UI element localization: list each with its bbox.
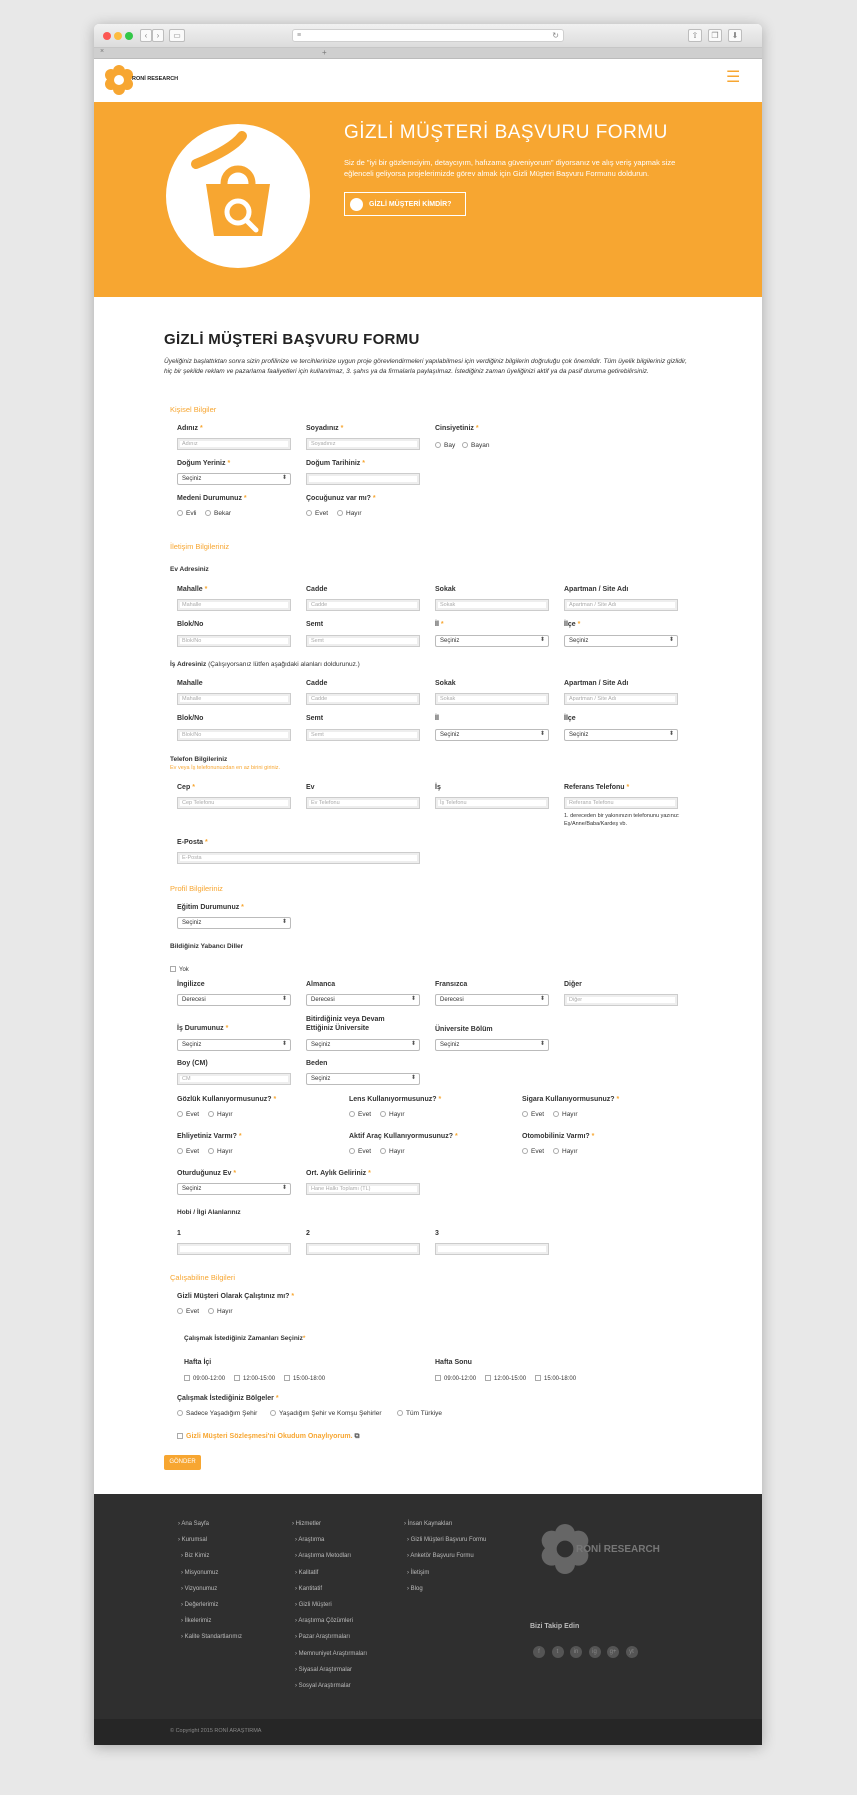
income-input[interactable]: Hane Halkı Toplamı (TL): [306, 1183, 420, 1195]
other-language-label: Diğer: [564, 981, 582, 988]
german-label: Almanca: [306, 981, 336, 988]
work-semt-label: Semt: [306, 715, 324, 722]
footer-link[interactable]: › Misyonumuz: [181, 1569, 219, 1576]
name-input[interactable]: Adınız: [177, 438, 291, 450]
lens-no-radio[interactable]: Hayır: [380, 1111, 405, 1118]
weekday-slot-3-checkbox[interactable]: 15:00-18:00: [284, 1375, 325, 1382]
weekend-slot-2-checkbox[interactable]: 12:00-15:00: [485, 1375, 526, 1382]
smoke-yes-radio[interactable]: Evet: [522, 1111, 544, 1118]
work-phone-input[interactable]: İş Telefonu: [435, 797, 549, 809]
footer-link[interactable]: › Araştırma Çözümleri: [295, 1618, 354, 1625]
gender-male-radio[interactable]: Bay: [435, 442, 455, 449]
work-ilce-select[interactable]: Seçiniz ⬍: [564, 729, 678, 741]
footer-link[interactable]: › Biz Kimiz: [181, 1553, 210, 1560]
footer-link[interactable]: › Kalitatif: [295, 1569, 319, 1576]
email-label: E-Posta *: [177, 839, 208, 846]
footer-link[interactable]: › Blog: [407, 1585, 423, 1592]
hamburger-menu-icon[interactable]: ☰: [726, 69, 741, 86]
footer-link[interactable]: › Kalite Standartlarımız: [181, 1634, 243, 1641]
license-no-radio[interactable]: Hayır: [208, 1148, 233, 1155]
footer-logo-text: RONİ RESEARCH: [576, 1544, 660, 1555]
weekend-slot-3-checkbox[interactable]: 15:00-18:00: [535, 1375, 576, 1382]
home-cadde-label: Cadde: [306, 586, 328, 593]
home-phone-label: Ev: [306, 784, 315, 791]
home-mahalle-label: Mahalle *: [177, 586, 208, 593]
reload-icon[interactable]: ↻: [552, 31, 559, 40]
glasses-no-radio[interactable]: Hayır: [208, 1111, 233, 1118]
new-tab-icon[interactable]: +: [322, 48, 327, 57]
footer-link[interactable]: › Kurumsal: [178, 1537, 208, 1544]
work-mahalle-input[interactable]: Mahalle: [177, 693, 291, 705]
size-select[interactable]: Seçiniz ⬍: [306, 1073, 420, 1085]
mobile-label: Cep *: [177, 784, 195, 791]
home-type-select[interactable]: Seçiniz ⬍: [177, 1183, 291, 1195]
hero-title: GİZLİ MÜŞTERİ BAŞVURU FORMU: [344, 122, 668, 143]
footer-link[interactable]: › İletişim: [407, 1569, 430, 1576]
footer-link[interactable]: › Araştırma Metodları: [295, 1553, 352, 1560]
married-radio[interactable]: Evli: [177, 510, 196, 517]
smoke-no-radio[interactable]: Hayır: [553, 1111, 578, 1118]
department-label: Üniversite Bölüm: [435, 1026, 493, 1033]
social-in-icon[interactable]: in: [570, 1646, 582, 1658]
french-label: Fransızca: [435, 981, 468, 988]
hobby-2-input[interactable]: [306, 1243, 420, 1255]
work-apt-input[interactable]: Apartman / Site Adı: [564, 693, 678, 705]
home-phone-input[interactable]: Ev Telefonu: [306, 797, 420, 809]
university-select[interactable]: Seçiniz ⬍: [306, 1039, 420, 1051]
download-icon[interactable]: ⬇: [728, 29, 742, 42]
footer-link[interactable]: › Memnuniyet Araştırmaları: [295, 1650, 368, 1657]
home-apt-label: Apartman / Site Adı: [564, 586, 629, 593]
footer-link[interactable]: › Anketör Başvuru Formu: [407, 1553, 474, 1560]
social-gplus-icon[interactable]: g+: [607, 1646, 619, 1658]
social-f-icon[interactable]: f: [533, 1646, 545, 1658]
region-all-radio[interactable]: Tüm Türkiye: [397, 1410, 442, 1417]
work-cadde-label: Cadde: [306, 680, 328, 687]
who-is-mystery-shopper-button[interactable]: [344, 192, 466, 216]
work-blok-label: Blok/No: [177, 715, 204, 722]
home-ilce-label: İlçe *: [564, 621, 581, 628]
car-use-yes-radio[interactable]: Evet: [349, 1148, 371, 1155]
work-il-label: İl: [435, 715, 439, 722]
footer-link[interactable]: › Araştırma: [295, 1537, 325, 1544]
worked-no-radio[interactable]: Hayır: [208, 1308, 233, 1315]
section-profile: Profil Bilgileriniz: [170, 884, 223, 893]
home-mahalle-input[interactable]: Mahalle: [177, 599, 291, 611]
submit-button[interactable]: GÖNDER: [164, 1455, 201, 1470]
maximize-window-icon[interactable]: [125, 32, 133, 40]
other-language-input[interactable]: Diğer: [564, 994, 678, 1006]
home-type-label: Oturduğunuz Ev *: [177, 1170, 237, 1177]
french-level-select[interactable]: Derecesi ⬍: [435, 994, 549, 1006]
lens-yes-radio[interactable]: Evet: [349, 1111, 371, 1118]
times-title: Çalışmak İstediğiniz Zamanları Seçiniz*: [184, 1335, 306, 1342]
section-personal: Kişisel Bilgiler: [170, 405, 217, 414]
glasses-label: Gözlük Kullanıyormusunuz? *: [177, 1096, 277, 1103]
external-link-icon[interactable]: ⧉: [354, 1433, 360, 1440]
tab-bar: [94, 48, 762, 59]
home-sokak-input[interactable]: Sokak: [435, 599, 549, 611]
reference-note: 1. dereceden bir yakınınızın telefonunu yazınız: Eş/Anne/Baba/Kardeş vb.: [564, 813, 680, 827]
shopping-bag-icon: [166, 124, 310, 268]
marital-label: Medeni Durumunuz *: [177, 495, 247, 502]
logo[interactable]: [104, 65, 179, 100]
gender-label: Cinsiyetiniz *: [435, 425, 479, 432]
hero-button-label: GİZLİ MÜŞTERİ KİMDİR?: [369, 200, 452, 208]
department-select[interactable]: Seçiniz ⬍: [435, 1039, 549, 1051]
minimize-window-icon[interactable]: [114, 32, 122, 40]
footer-link[interactable]: › Siyasal Araştırmalar: [295, 1666, 353, 1673]
copyright-text: © Copyright 2015 RONİ ARAŞTIRMA: [170, 1728, 262, 1734]
surname-input[interactable]: Soyadınız: [306, 438, 420, 450]
height-input[interactable]: CM: [177, 1073, 291, 1085]
home-address-title: Ev Adresiniz: [170, 566, 209, 573]
english-level-select[interactable]: Derecesi ⬍: [177, 994, 291, 1006]
section-work: Çalışabiline Bilgileri: [170, 1273, 236, 1282]
hero-description: Siz de "iyi bir gözlemciyim, detaycıyım, hafızama güveniyorum" diyorsanız ve alış veriş yapmak size eğlenceli geliyorsa projelerimizde görev almak için Gizli Müşteri Başvuru Formunu doldurun.: [344, 158, 676, 178]
regions-label: Çalışmak İstediğiniz Bölgeler *: [177, 1395, 279, 1402]
work-il-select[interactable]: Seçiniz ⬍: [435, 729, 549, 741]
follow-us-title: Bizi Takip Edin: [530, 1623, 580, 1630]
license-yes-radio[interactable]: Evet: [177, 1148, 199, 1155]
agreement-checkbox[interactable]: Gizli Müşteri Sözleşmesi'ni Okudum Onaylıyorum. ⧉: [177, 1433, 360, 1441]
logo-text: RONİ RESEARCH: [132, 76, 179, 82]
spy-icon: [350, 198, 363, 211]
car-label: Otomobiliniz Varmı? *: [522, 1133, 595, 1140]
footer-link[interactable]: › Değerlerimiz: [181, 1602, 219, 1608]
footer-link[interactable]: › Hizmetler: [292, 1521, 322, 1527]
weekday-slot-2-checkbox[interactable]: 12:00-15:00: [234, 1375, 275, 1382]
job-select[interactable]: Seçiniz ⬍: [177, 1039, 291, 1051]
car-no-radio[interactable]: Hayır: [553, 1148, 578, 1155]
home-sokak-label: Sokak: [435, 586, 456, 593]
work-address-title: İş Adresiniz (Çalışıyorsanız lütfen aşağıdaki alanları doldurunuz.): [170, 661, 360, 668]
glasses-yes-radio[interactable]: Evet: [177, 1111, 199, 1118]
mobile-input[interactable]: Cep Telefonu: [177, 797, 291, 809]
work-ilce-label: İlçe: [564, 715, 576, 722]
footer-link[interactable]: › Vizyonumuz: [181, 1585, 218, 1592]
footer-link[interactable]: › İnsan Kaynakları: [404, 1521, 453, 1527]
education-select[interactable]: Seçiniz ⬍: [177, 917, 291, 929]
social-yt-icon[interactable]: yt: [626, 1646, 638, 1658]
job-label: İş Durumunuz *: [177, 1025, 229, 1032]
smoke-label: Sigara Kullanıyormusunuz? *: [522, 1096, 620, 1103]
hobby-title: Hobi / İlgi Alanlarınız: [177, 1209, 241, 1216]
close-window-icon[interactable]: [103, 32, 111, 40]
back-icon[interactable]: ‹: [140, 29, 152, 42]
work-phone-label: İş: [435, 784, 441, 791]
home-semt-label: Semt: [306, 621, 324, 628]
height-label: Boy (CM): [177, 1060, 208, 1067]
work-sokak-input[interactable]: Sokak: [435, 693, 549, 705]
weekend-slot-1-checkbox[interactable]: 09:00-12:00: [435, 1375, 476, 1382]
work-semt-input[interactable]: Semt: [306, 729, 420, 741]
forward-icon[interactable]: ›: [152, 29, 164, 42]
hobby-3-input[interactable]: [435, 1243, 549, 1255]
address-bar[interactable]: [292, 29, 564, 42]
weekday-slot-1-checkbox[interactable]: 09:00-12:00: [184, 1375, 225, 1382]
home-il-label: İl *: [435, 621, 444, 628]
german-level-select[interactable]: Derecesi ⬍: [306, 994, 420, 1006]
lens-label: Lens Kullanıyormusunuz? *: [349, 1096, 442, 1103]
hero-banner: [94, 102, 762, 297]
birthplace-label: Doğum Yeriniz *: [177, 460, 231, 467]
hobby-2-label: 2: [306, 1230, 310, 1237]
birthdate-label: Doğum Tarihiniz *: [306, 460, 365, 467]
home-blok-label: Blok/No: [177, 621, 204, 628]
work-mahalle-label: Mahalle: [177, 680, 203, 687]
footer-link[interactable]: › Kantitatif: [295, 1585, 323, 1592]
university-label: Bitirdiğiniz veya Devam Ettiğiniz Üniversite: [306, 1016, 385, 1032]
reference-phone-label: Referans Telefonu *: [564, 784, 630, 791]
footer-link[interactable]: › Ana Sayfa: [178, 1521, 210, 1527]
social-ig-icon[interactable]: ig: [589, 1646, 601, 1658]
income-label: Ort. Aylık Geliriniz *: [306, 1170, 371, 1177]
email-input[interactable]: E-Posta: [177, 852, 420, 864]
home-il-select[interactable]: Seçiniz ⬍: [435, 635, 549, 647]
size-label: Beden: [306, 1060, 328, 1067]
form-intro: Üyeliğiniz başlattıktan sonra sizin profilinize ve tercihlerinize uygun proje görevlendirmeleri yapılabilmesi için verdiğiniz bilgilerin doğruluğu çok önemlidir. Tüm üyelik bilgileriniz gizlidir, hiç bir şekilde reklam ve pazarlama faaliyetleri için kullanılmaz, 3. şahıs ya da firmalarla paylaşılmaz. İstediğiniz zaman üyeliğinizi aktif ya da pasif duruma getirebilirsiniz.: [164, 358, 687, 375]
surname-label: Soyadınız *: [306, 425, 344, 432]
children-label: Çocuğunuz var mı? *: [306, 495, 376, 502]
reference-phone-input[interactable]: Referans Telefonu: [564, 797, 678, 809]
work-sokak-label: Sokak: [435, 680, 456, 687]
single-radio[interactable]: Bekar: [205, 510, 231, 517]
footer-link[interactable]: › Gizli Müşteri Başvuru Formu: [407, 1537, 487, 1544]
worked-yes-radio[interactable]: Evet: [177, 1308, 199, 1315]
phone-note: Ev veya İş telefonunuzdan en az birini giriniz.: [170, 765, 281, 771]
phone-title: Telefon Bilgileriniz: [170, 756, 228, 763]
languages-title: Bildiğiniz Yabancı Diller: [170, 943, 244, 950]
social-t-icon[interactable]: t: [552, 1646, 564, 1658]
tabs-icon[interactable]: ❐: [708, 29, 722, 42]
home-cadde-input[interactable]: Cadde: [306, 599, 420, 611]
site-header: [94, 59, 762, 102]
home-apt-input[interactable]: Apartman / Site Adı: [564, 599, 678, 611]
no-language-checkbox[interactable]: Yok: [170, 966, 189, 973]
browser-titlebar: [94, 24, 762, 48]
children-no-radio[interactable]: Hayır: [337, 510, 362, 517]
name-label: Adınız *: [177, 425, 203, 432]
work-apt-label: Apartman / Site Adı: [564, 680, 629, 687]
car-yes-radio[interactable]: Evet: [522, 1148, 544, 1155]
car-use-label: Aktif Araç Kullanıyormusunuz? *: [349, 1133, 458, 1140]
footer-link[interactable]: › Gizli Müşteri: [295, 1602, 332, 1608]
work-cadde-input[interactable]: Cadde: [306, 693, 420, 705]
section-contact: İletişim Bilgileriniz: [170, 542, 230, 551]
footer-logo: [540, 1524, 660, 1579]
license-label: Ehliyetiniz Varmı? *: [177, 1133, 242, 1140]
worked-before-label: Gizli Müşteri Olarak Çalıştınız mı? *: [177, 1293, 295, 1300]
hobby-1-input[interactable]: [177, 1243, 291, 1255]
work-blok-input[interactable]: Blok/No: [177, 729, 291, 741]
birthplace-select[interactable]: Seçiniz ⬍: [177, 473, 291, 485]
car-use-no-radio[interactable]: Hayır: [380, 1148, 405, 1155]
copyright-bar: [94, 1719, 762, 1745]
reader-icon[interactable]: ≡: [297, 32, 302, 39]
gender-female-radio[interactable]: Bayan: [462, 442, 489, 449]
footer-link[interactable]: › İlkelerimiz: [181, 1618, 212, 1625]
children-yes-radio[interactable]: Evet: [306, 510, 328, 517]
logo-flower-icon: [104, 65, 134, 95]
birthdate-input[interactable]: [306, 473, 420, 485]
sidebar-icon[interactable]: ▭: [169, 29, 185, 42]
home-ilce-select[interactable]: Seçiniz ⬍: [564, 635, 678, 647]
english-label: İngilizce: [177, 981, 205, 988]
footer-link[interactable]: › Pazar Araştırmaları: [295, 1634, 351, 1641]
footer-link[interactable]: › Sosyal Araştırmalar: [295, 1683, 351, 1689]
close-tab-icon[interactable]: ×: [100, 48, 105, 55]
home-semt-input[interactable]: Semt: [306, 635, 420, 647]
region-neighbors-radio[interactable]: Yaşadığım Şehir ve Komşu Şehirler: [270, 1410, 381, 1417]
share-icon[interactable]: ⇧: [688, 29, 702, 42]
education-label: Eğitim Durumunuz *: [177, 904, 244, 911]
hobby-1-label: 1: [177, 1230, 181, 1237]
weekend-label: Hafta Sonu: [435, 1359, 472, 1366]
weekday-label: Hafta İçi: [184, 1359, 212, 1366]
hobby-3-label: 3: [435, 1230, 439, 1237]
home-blok-input[interactable]: Blok/No: [177, 635, 291, 647]
region-city-radio[interactable]: Sadece Yaşadığım Şehir: [177, 1410, 257, 1417]
form-title: GİZLİ MÜŞTERİ BAŞVURU FORMU: [164, 331, 420, 348]
